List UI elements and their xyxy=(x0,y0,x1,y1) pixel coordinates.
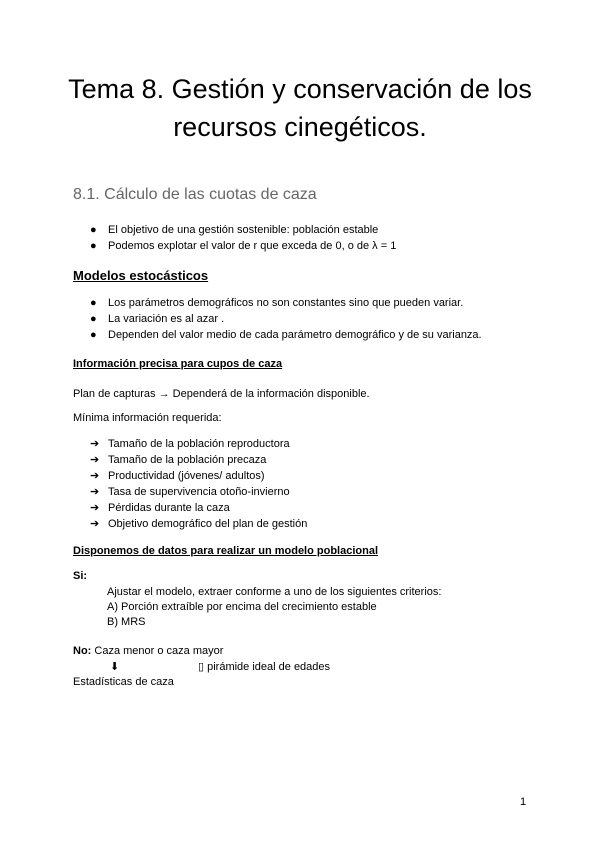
si-line: Ajustar el modelo, extraer conforme a uno de los siguientes criterios: xyxy=(107,586,442,598)
si-criteria xyxy=(107,585,441,630)
page-number: 1 xyxy=(520,796,527,808)
bullet-icon: ● xyxy=(90,329,97,341)
section-heading: 8.1. Cálculo de las cuotas de caza xyxy=(73,186,317,203)
min-info-text: Mínima información requerida: xyxy=(73,412,222,424)
info-heading: Información precisa para cupos de caza xyxy=(73,358,283,370)
no-line xyxy=(73,645,223,657)
bullet-icon: ● xyxy=(90,240,97,252)
no-text: Caza menor o caza mayor xyxy=(91,645,224,657)
page-title xyxy=(0,70,600,146)
stochastic-heading: Modelos estocásticos xyxy=(73,268,209,283)
list-item: ➔ Pérdidas durante la caza xyxy=(90,502,230,514)
title-line-2: recursos cinegéticos. xyxy=(173,112,427,142)
arrow-right-icon: ➔ xyxy=(90,454,100,466)
list-item: ● Dependen del valor medio de cada parámetro demográfico y de su varianza. xyxy=(90,329,482,341)
list-item: ● La variación es al azar . xyxy=(90,313,225,325)
arrow-right-icon: ➔ xyxy=(90,502,100,514)
list-item: ➔ Tasa de supervivencia otoño-invierno xyxy=(90,486,290,498)
min-info-list xyxy=(90,436,307,532)
arrow-right-icon: ➔ xyxy=(90,438,100,450)
arrow-right-icon: ➔ xyxy=(90,518,100,530)
list-item: ● Podemos explotar el valor de r que exceda de 0, o de λ = 1 xyxy=(90,240,397,252)
arrow-down-icon: ⬇ xyxy=(110,661,120,673)
si-label: Si: xyxy=(73,570,88,582)
arrow-right-icon: ➔ xyxy=(90,470,100,482)
data-heading: Disponemos de datos para realizar un modelo poblacional xyxy=(73,545,379,557)
bullet-icon: ● xyxy=(90,313,97,325)
no-label: No: xyxy=(73,645,92,657)
si-line: B) MRS xyxy=(107,616,146,628)
list-item: ● Los parámetros demográficos no son constantes sino que pueden variar. xyxy=(90,297,464,309)
list-item: ➔ Objetivo demográfico del plan de gestión xyxy=(90,518,308,530)
arrow-right-icon: ➔ xyxy=(90,486,100,498)
title-line-1: Tema 8. Gestión y conservación de los xyxy=(68,74,532,104)
stats-text: Estadísticas de caza xyxy=(73,676,174,688)
intro-bullet-list xyxy=(90,222,396,254)
stochastic-bullet-list xyxy=(90,295,482,343)
list-item: ➔ Productividad (jóvenes/ adultos) xyxy=(90,470,265,482)
list-item: ➔ Tamaño de la población precaza xyxy=(90,454,267,466)
pyramid-text: ▯ pirámide ideal de edades xyxy=(198,661,331,673)
plan-text: Plan de capturas → Dependerá de la información disponible. xyxy=(73,388,370,400)
si-line: A) Porción extraíble por encima del crecimiento estable xyxy=(107,601,377,613)
list-item: ● El objetivo de una gestión sostenible: población estable xyxy=(90,224,379,236)
bullet-icon: ● xyxy=(90,224,97,236)
list-item: ➔ Tamaño de la población reproductora xyxy=(90,438,290,450)
bullet-icon: ● xyxy=(90,297,97,309)
